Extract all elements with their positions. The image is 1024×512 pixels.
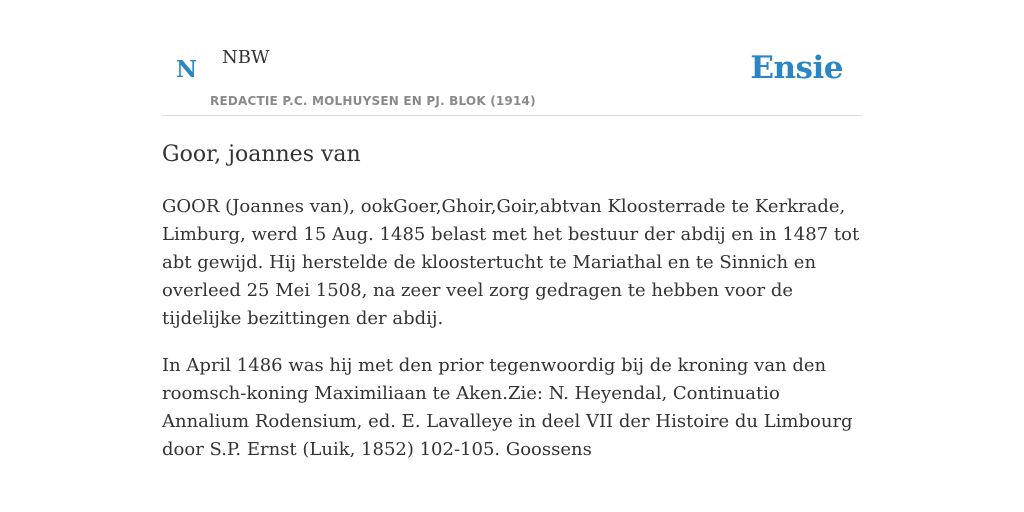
article-title: Goor, joannes van [162, 142, 361, 167]
brand-logo[interactable]: Ensie [750, 50, 843, 86]
header [162, 0, 862, 116]
article-paragraph: GOOR (Joannes van), ookGoer,Ghoir,Goir,abtvan Kloosterrade te Kerkrade, Limburg, werd 15 Aug. 1485 belast met het bestuur der abdij en in 1487 tot abt gewijd. Hij herstelde de kloostertucht te Mariathal en te Sinnich en overleed 25 Mei 1508, na zeer veel zorg gedragen te hebben voor de tijdelijke bezittingen der abdij. [162, 196, 860, 329]
source-subtitle: REDACTIE P.C. MOLHUYSEN EN PJ. BLOK (1914) [210, 94, 536, 108]
source-name[interactable]: NBW [222, 47, 270, 68]
source-logo[interactable]: N [176, 56, 198, 83]
article-paragraph: In April 1486 was hij met den prior tegenwoordig bij de kroning van den roomsch-koning Maximiliaan te Aken.Zie: N. Heyendal, Continuatio Annalium Rodensium, ed. E. Lavalleye in deel VII der Histoire du Limbourg door S.P. Ernst (Luik, 1852) 102-105. Goossens [162, 355, 853, 460]
page [162, 0, 862, 464]
